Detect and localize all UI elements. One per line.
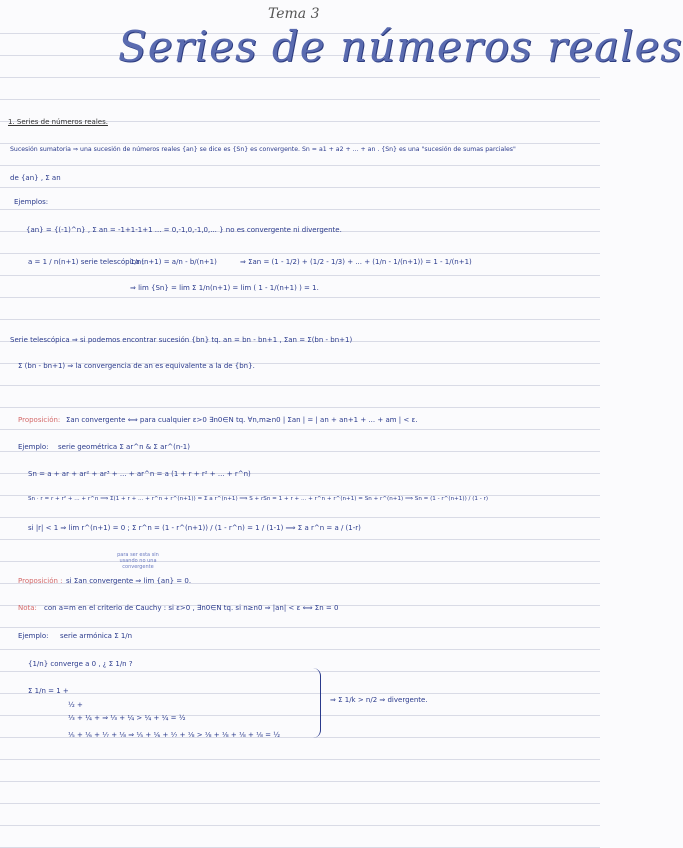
harmonic-line-3: ⅓ + ¼ + ⇒ ⅓ + ¼ > ¼ + ¼ = ½ <box>68 714 186 722</box>
harmonic-line-1: Σ 1/n = 1 + <box>28 687 69 695</box>
example-2-mid: 1/n(n+1) = a/n - b/(n+1) <box>130 258 217 266</box>
telescopica-definition: Serie telescópica ⇒ si podemos encontrar sucesión {bn} tq. an = bn - bn+1 , Σan = Σ(bn - bn+1) <box>10 336 353 344</box>
example-1: {an} = {(-1)^n} , Σ an = -1+1-1+1 ... = 0,-1,0,-1,0,... } no es convergente ni divergente. <box>26 226 342 234</box>
geometric-derivation: Sn · r = r + r² + ... + r^n ⟹ Σ(1 + r + ... + r^n + r^(n+1)) = Σ a r^(n+1) ⟹ S + rSn = 1 + r + ... + r^n + r^(n+1) = Sn + r^(n+1) ⟹ Sn = (1 - r^(n+1)) / (1 - r) <box>28 496 488 502</box>
ejemplo-label-2: Ejemplo: <box>18 632 49 640</box>
nota-text: con a=m en el criterio de Cauchy : si ε>0 , ∃n0∈N tq. si n≥n0 ⇒ |an| < ε ⟺ Σn = 0 <box>44 604 339 612</box>
page-title: Series de números reales <box>118 22 683 71</box>
example-2-limit: ⇒ lim {Sn} = lim Σ 1/n(n+1) = lim ( 1 - 1/(n+1) ) = 1. <box>130 284 319 292</box>
section-heading: 1. Series de números reales. <box>8 118 108 126</box>
sucesion-definition: Sucesión sumatoria ⇒ una sucesión de números reales {an} se dice es {Sn} es convergente. Sn = a1 + a2 + ... + an . {Sn} es una "sucesión de sumas parciales" <box>10 146 516 153</box>
harmonic-line-2: ½ + <box>68 701 83 709</box>
ejemplos-label: Ejemplos: <box>14 198 49 206</box>
grouping-brace <box>312 668 321 738</box>
harmonic-result: ⇒ Σ 1/k > n/2 ⇒ divergente. <box>330 696 428 704</box>
geometric-series: serie geométrica Σ ar^n & Σ ar^(n-1) <box>58 443 190 451</box>
nota-label: Nota: <box>18 604 37 612</box>
geometric-sn: Sn = a + ar + ar² + ar³ + ... + ar^n = a (1 + r + r² + ... + r^n) <box>28 470 251 478</box>
proposicion-label: Proposición: <box>18 416 61 424</box>
harmonic-line-4: ⅕ + ⅙ + ⅐ + ⅛ ⇒ ⅕ + ⅙ + ⅐ + ⅛ > ⅛ + ⅛ + ⅛ + ⅛ = ½ <box>68 731 280 739</box>
geometric-limit: si |r| < 1 ⇒ lim r^(n+1) = 0 ; Σ r^n = (1 - r^(n+1)) / (1 - r^n) = 1 / (1-1) ⟹ Σ a r^n = a / (1-r) <box>28 524 361 532</box>
harmonic-series: serie armónica Σ 1/n <box>60 632 133 640</box>
tema-label: Tema 3 <box>268 6 320 22</box>
telescopica-equivalence: Σ (bn - bn+1) ⇒ la convergencia de an es equivalente a la de {bn}. <box>18 362 255 370</box>
harmonic-question: {1/n} converge a 0 , ¿ Σ 1/n ? <box>28 660 133 668</box>
proposicion-label-2: Proposición : <box>18 577 63 585</box>
ejemplo-label-1: Ejemplo: <box>18 443 49 451</box>
cauchy-criterion: Σan convergente ⟺ para cualquier ε>0 ∃n0∈N tq. ∀n,m≥n0 | Σan | = | an + an+1 + ... + am | < ε. <box>66 416 418 424</box>
sucesion-definition-cont: de {an} , Σ an <box>10 174 61 182</box>
necessary-condition: si Σan convergente ⇒ lim {an} = 0. <box>66 577 192 585</box>
example-2-left: a = 1 / n(n+1) serie telescópica : <box>28 258 145 266</box>
example-2-right: ⇒ Σan = (1 - 1/2) + (1/2 - 1/3) + ... + (1/n - 1/(n+1)) = 1 - 1/(n+1) <box>240 258 472 266</box>
margin-note: para ser esta sin usando no una convergente <box>117 552 159 570</box>
